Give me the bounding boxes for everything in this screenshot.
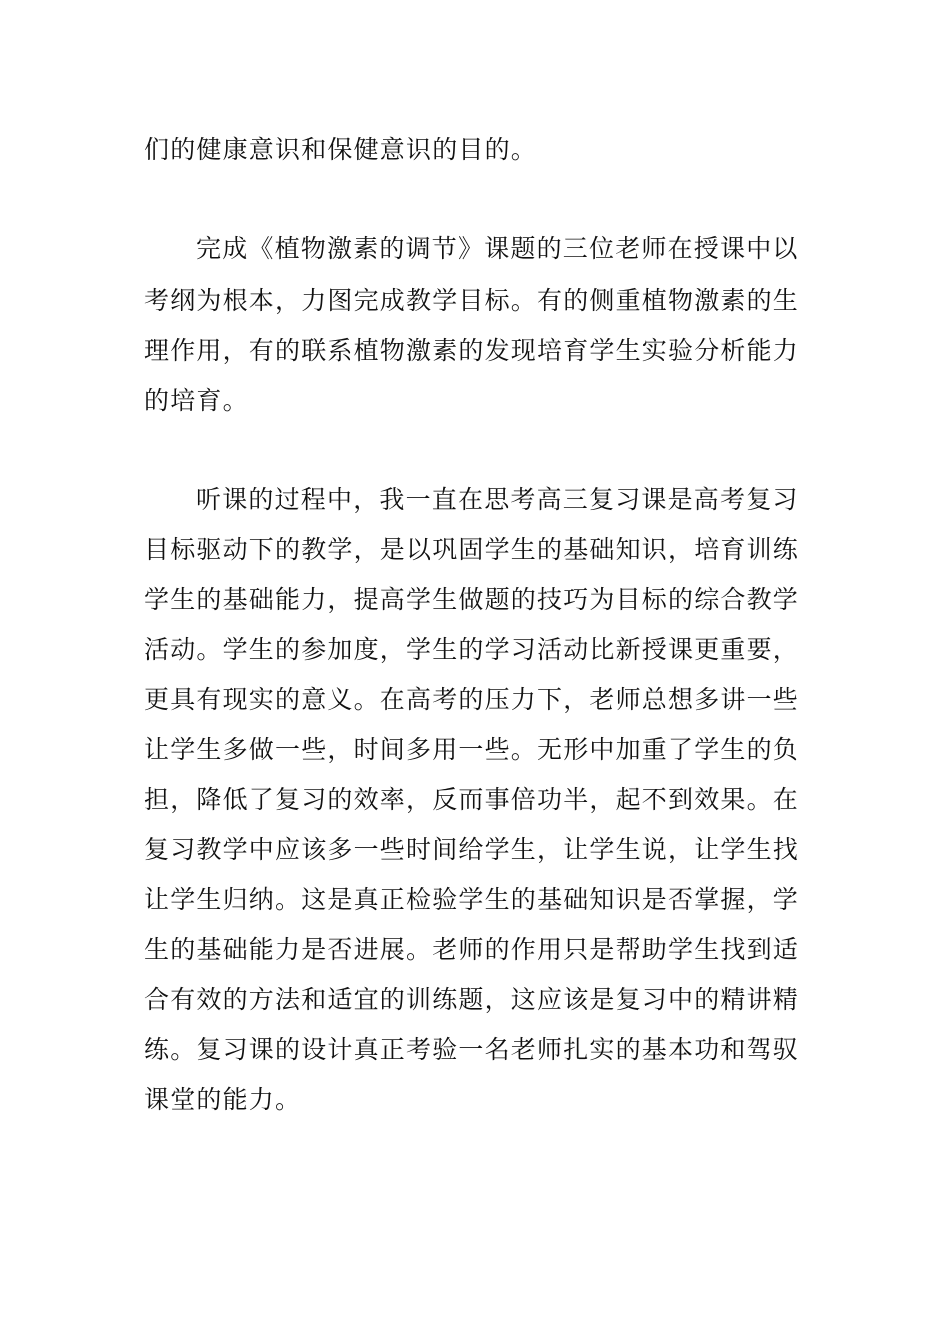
paragraph-3-line-3: 学生的基础能力，提高学生做题的技巧为目标的综合教学 (144, 585, 800, 614)
paragraph-3-line-10: 生的基础能力是否进展。老师的作用只是帮助学生找到适 (144, 935, 800, 964)
paragraph-2-line-1: 完成《植物激素的调节》课题的三位老师在授课中以 (196, 234, 799, 263)
paragraph-3-line-5: 更具有现实的意义。在高考的压力下，老师总想多讲一些 (144, 685, 800, 714)
paragraph-3-line-2: 目标驱动下的教学，是以巩固学生的基础知识，培育训练 (144, 535, 800, 564)
paragraph-3-line-11: 合有效的方法和适宜的训练题，这应该是复习中的精讲精 (144, 985, 800, 1014)
paragraph-2-line-2: 考纲为根本，力图完成教学目标。有的侧重植物激素的生 (144, 286, 800, 315)
paragraph-2-line-3: 理作用，有的联系植物激素的发现培育学生实验分析能力 (144, 336, 800, 365)
paragraph-3-line-12: 练。复习课的设计真正考验一名老师扎实的基本功和驾驭 (144, 1035, 800, 1064)
paragraph-1-line-1: 们的健康意识和保健意识的目的。 (144, 135, 538, 164)
paragraph-3-line-1: 听课的过程中，我一直在思考高三复习课是高考复习 (196, 485, 799, 514)
paragraph-3-line-9: 让学生归纳。这是真正检验学生的基础知识是否掌握，学 (144, 885, 800, 914)
paragraph-3-line-8: 复习教学中应该多一些时间给学生，让学生说，让学生找 (144, 835, 800, 864)
paragraph-2-line-4: 的培育。 (144, 386, 249, 415)
paragraph-3-line-7: 担，降低了复习的效率，反而事倍功半，起不到效果。在 (144, 785, 800, 814)
paragraph-3-line-6: 让学生多做一些，时间多用一些。无形中加重了学生的负 (144, 735, 800, 764)
paragraph-3-line-13: 课堂的能力。 (144, 1085, 302, 1114)
paragraph-3-line-4: 活动。学生的参加度，学生的学习活动比新授课更重要， (144, 635, 800, 664)
